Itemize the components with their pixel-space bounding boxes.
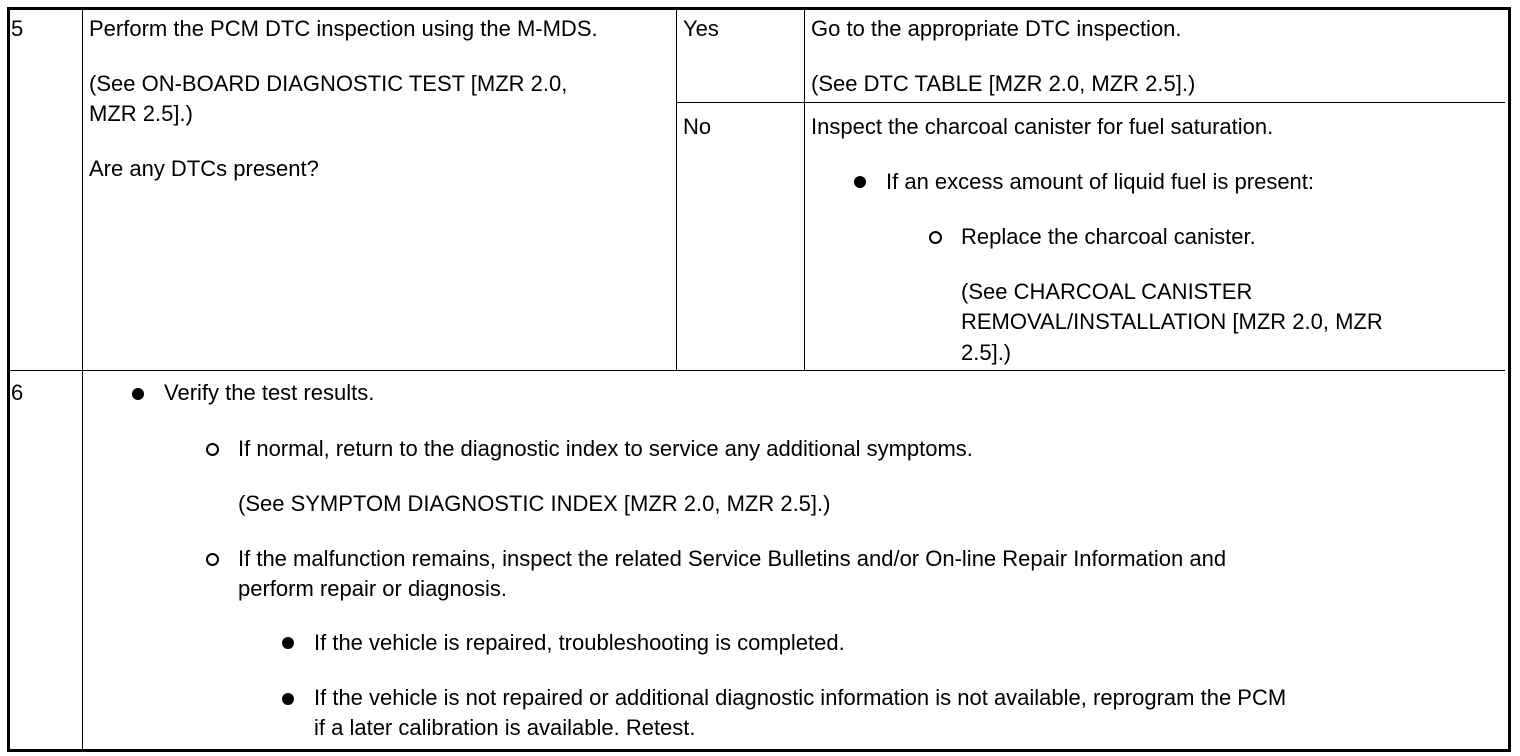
no-action-sub-bullet: Replace the charcoal canister. bbox=[961, 224, 1256, 249]
sub-bullet-icon bbox=[206, 553, 219, 566]
sub-bullet-icon bbox=[929, 231, 942, 244]
column-divider bbox=[82, 7, 83, 749]
action-reference: MZR 2.5].) bbox=[89, 101, 193, 126]
bullet-icon bbox=[282, 637, 294, 649]
row-divider bbox=[676, 102, 1505, 103]
bullet-icon bbox=[132, 388, 144, 400]
bullet-icon bbox=[854, 176, 866, 188]
yes-action-text: Go to the appropriate DTC inspection. bbox=[811, 16, 1182, 41]
step-number: 6 bbox=[11, 380, 24, 405]
no-action-reference: (See CHARCOAL CANISTER bbox=[961, 279, 1253, 304]
result-yes-label: Yes bbox=[683, 16, 719, 41]
result-no-label: No bbox=[683, 114, 712, 139]
no-action-bullet: If an excess amount of liquid fuel is present: bbox=[886, 169, 1315, 194]
action-reference: (See ON-BOARD DIAGNOSTIC TEST [MZR 2.0, bbox=[89, 71, 568, 96]
no-action-text: Inspect the charcoal canister for fuel saturation. bbox=[811, 114, 1274, 139]
step6-detail: If the vehicle is not repaired or additional diagnostic information is not available, reprogram the PCM bbox=[314, 685, 1287, 710]
step6-sub-bullet: If normal, return to the diagnostic index to service any additional symptoms. bbox=[238, 436, 973, 461]
step6-sub-bullet: perform repair or diagnosis. bbox=[238, 576, 508, 601]
step-number: 5 bbox=[11, 16, 24, 41]
column-divider bbox=[676, 7, 677, 371]
column-divider bbox=[804, 7, 805, 371]
sub-bullet-icon bbox=[206, 443, 219, 456]
step6-sub-bullet: If the malfunction remains, inspect the related Service Bulletins and/or On-line Repair Information and bbox=[238, 546, 1227, 571]
step6-bullet: Verify the test results. bbox=[164, 380, 375, 405]
action-text: Perform the PCM DTC inspection using the M-MDS. bbox=[89, 16, 598, 41]
no-action-reference: REMOVAL/INSTALLATION [MZR 2.0, MZR bbox=[961, 309, 1383, 334]
bullet-icon bbox=[282, 693, 294, 705]
row-divider bbox=[7, 370, 1505, 371]
action-question: Are any DTCs present? bbox=[89, 156, 319, 181]
step6-detail: If the vehicle is repaired, troubleshooting is completed. bbox=[314, 630, 845, 655]
step6-detail: if a later calibration is available. Retest. bbox=[314, 715, 696, 740]
yes-action-reference: (See DTC TABLE [MZR 2.0, MZR 2.5].) bbox=[811, 71, 1196, 96]
no-action-reference: 2.5].) bbox=[961, 340, 1012, 365]
step6-reference: (See SYMPTOM DIAGNOSTIC INDEX [MZR 2.0, MZR 2.5].) bbox=[238, 491, 831, 516]
